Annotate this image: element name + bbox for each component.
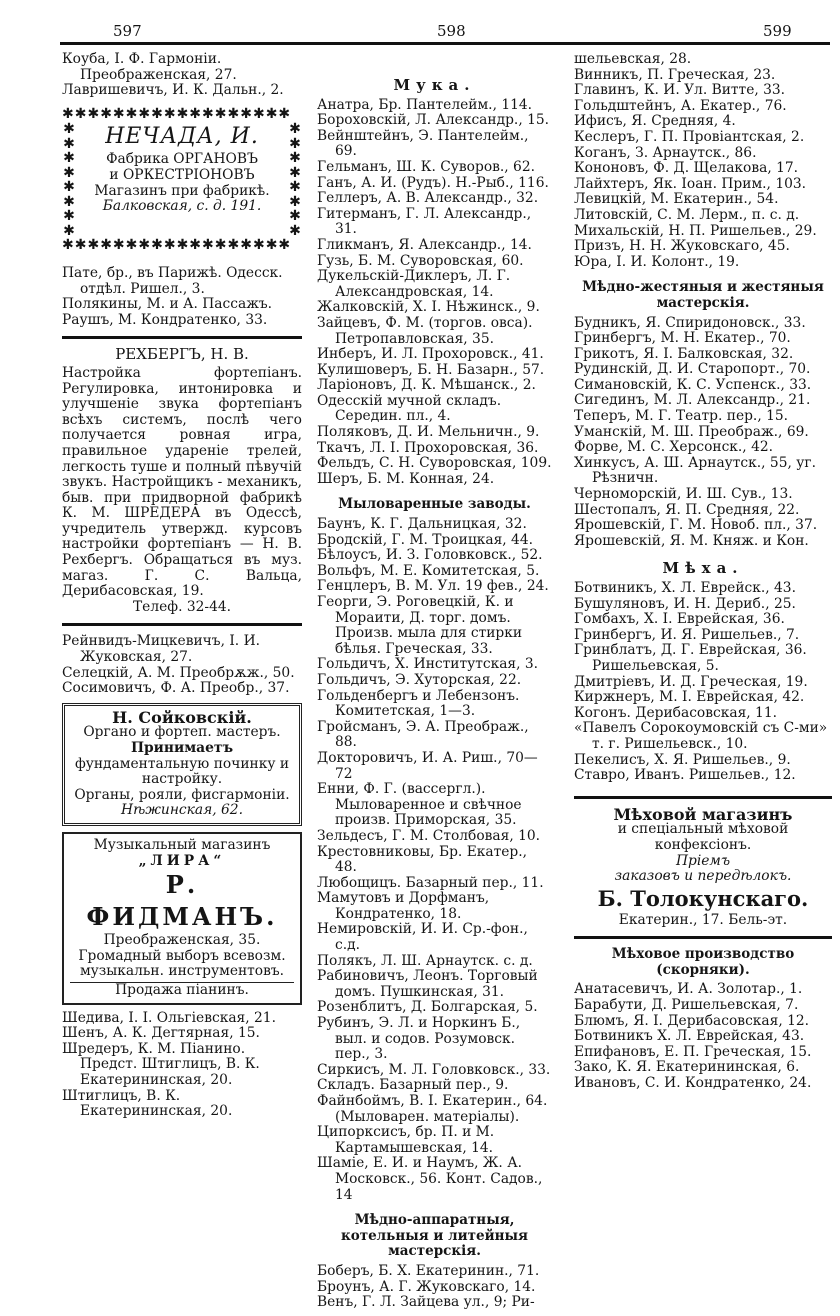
- list-item: Вольфъ, М. Е. Комитетская, 5.: [317, 562, 540, 579]
- list-item: Хинкусъ, А. Ш. Арнаутск., 55, уг. Рѣзничн.: [574, 454, 816, 487]
- list-item: Гринбергъ, М. Н. Екатер., 70.: [574, 330, 791, 347]
- list-item: «Павелъ Сорокоумовскій съ С-ми» т. г. Ришельевск., 10.: [574, 720, 828, 752]
- list-item: Зако, К. Я. Екатерининская, 6.: [574, 1059, 800, 1076]
- ad-title: НЕЧАДА, И.: [105, 124, 259, 150]
- list-item: Любощицъ. Базарный пер., 11.: [317, 874, 544, 891]
- list-item: Сосимовичъ, Ф. А. Преобр., 37.: [62, 680, 290, 697]
- list-item: Кулишоверъ, Б. Н. Базарн., 57.: [317, 361, 545, 378]
- ad-line: Музыкальный магазинъ: [93, 836, 271, 853]
- ad-line: Органо и фортеп. мастеръ.: [83, 724, 281, 741]
- list-item: Гольдштейнъ, А. Екатер., 76.: [574, 97, 787, 114]
- list-item: Уманскій, М. Ш. Преображ., 69.: [574, 423, 809, 440]
- section-heading: Мѣха.: [662, 559, 744, 578]
- page-number-left: 597: [113, 22, 142, 40]
- list-item: Призъ, Н. Н. Жуковскаго, 45.: [574, 238, 790, 255]
- list-item: Ципорксисъ, бр. П. и М. Картамышевская, 14.: [317, 1124, 495, 1156]
- list-item: Когонъ. Дерибасовская, 11.: [574, 704, 777, 721]
- list-soap: [317, 517, 552, 1203]
- section-heading: Мѣдно-жестяныя и жестяныя мастерскія.: [582, 279, 824, 311]
- list-item: Ларіоновъ, Д. К. Мѣшанск., 2.: [317, 377, 536, 394]
- list-item: Сиркисъ, М. Л. Головковск., 33.: [317, 1061, 551, 1078]
- list-item: Бороховскій, Л. Александр., 15.: [317, 112, 550, 129]
- list-item: Полякины, М. и А. Пассажъ.: [62, 296, 273, 313]
- list-item: Гринблатъ, Д. Г. Еврейская, 36. Ришельевская, 5.: [574, 642, 807, 674]
- ad-line: Пріемъ: [675, 852, 731, 869]
- list-item: Кеслеръ, Г. П. Провіантская, 2.: [574, 128, 805, 145]
- list-item: Рабиновичъ, Леонъ. Торговый домъ. Пушкинская, 31.: [317, 968, 538, 1000]
- list-item: Ганъ, А. И. (Рудъ). Н.-Рыб., 116.: [317, 174, 549, 191]
- list-item: Шамie, Е. И. и Наумъ, Ж. А. Московск., 56. Конт. Садов., 14: [317, 1155, 543, 1203]
- divider: [574, 796, 832, 799]
- list-item: Штиглицъ, В. К. Екатерининская, 20.: [62, 1087, 233, 1120]
- list-item: Дукельскій-Диклеръ, Л. Г. Александровская, 14.: [317, 268, 511, 300]
- list-item: Левицкій, М. Екатерин., 54.: [574, 191, 779, 208]
- list-item: Броунъ, А. Г. Жуковскаго, 14.: [317, 1278, 536, 1295]
- list-item: Одесскій мучной складъ. Середин. пл., 4.: [317, 392, 502, 425]
- list-muka: [317, 98, 552, 488]
- ad-line: Органы, рояли, фисгармоніи.: [74, 786, 290, 803]
- list-item: Коуба, I. Ф. Гармоніи. Преображенская, 27.: [62, 51, 237, 83]
- list-item: Рейнвидъ-Мицкевичъ, I. И. Жуковская, 27.: [62, 633, 260, 666]
- list-item: Ивановъ, С. И. Кондратенко, 24.: [574, 1075, 812, 1092]
- section-heading: Мука.: [393, 76, 476, 94]
- list-copper: [317, 1264, 552, 1311]
- list-item: Юра, I. И. Колонт., 19.: [574, 253, 740, 270]
- list-item: Рубинъ, Э. Л. и Норкинъ Б., выл. и содов. Розумовск. пер., 3.: [317, 1015, 521, 1063]
- ad-soikovsky: [62, 703, 302, 826]
- list-item: Шредеръ, К. М. Піанино. Предст. Штиглицъ, В. К. Екатерининская, 20.: [62, 1040, 260, 1088]
- list-item: Гликманъ, Я. Александр., 14.: [317, 236, 532, 253]
- list-item: Киржнеръ, М. I. Еврейская, 42.: [574, 689, 805, 706]
- list-item: Шестопалъ, Я. П. Средняя, 22.: [574, 501, 800, 518]
- list-item: Гольдичъ, Э. Хуторская, 22.: [317, 671, 522, 688]
- star-border-top: ✱✱✱✱✱✱✱✱✱✱✱✱✱✱✱✱✱✱: [62, 106, 292, 122]
- list-item: Бѣлоусъ, И. З. Головковск., 52.: [317, 547, 543, 564]
- list-item: Главинъ, К. И. Ул. Витте, 33.: [574, 82, 786, 99]
- list-item: Раушъ, М. Кондратенко, 33.: [62, 311, 268, 328]
- list-item: Складъ. Базарный пер., 9.: [317, 1077, 509, 1094]
- list-item: Теперъ, М. Г. Театр. пер., 15.: [574, 408, 789, 425]
- list-item: Епифановъ, Е. П. Греческая, 15.: [574, 1043, 812, 1060]
- list-item: Баунъ, К. Г. Дальницкая, 32.: [317, 516, 527, 533]
- list-item: Крестовниковы, Бр. Екатер., 48.: [317, 843, 528, 876]
- star-border-left: ✱ ✱ ✱ ✱ ✱ ✱ ✱ ✱: [63, 121, 75, 239]
- ad-store-name: „ЛИРА“: [138, 852, 226, 869]
- list-item: Рудинскій, Д. И. Старопорт., 70.: [574, 361, 811, 378]
- ad-phone: Телеф. 32-44.: [132, 598, 232, 615]
- list-item: Зельдесъ, Г. М. Столбовая, 10.: [317, 827, 541, 844]
- list-item: Генцлеръ, В. М. Ул. 19 фев., 24.: [317, 578, 549, 595]
- list-item: Барабути, Д. Ришельевская, 7.: [574, 997, 799, 1014]
- list-item: Геллеръ, А. В. Александр., 32.: [317, 190, 539, 207]
- column-middle: [317, 52, 552, 1311]
- list-item: Ботвиникъ Х. Л. Еврейская, 43.: [574, 1028, 805, 1045]
- ad-address: Екатерин., 17. Бель-эт.: [618, 911, 788, 928]
- list-item: Винникъ, П. Греческая, 23.: [574, 66, 776, 83]
- ad-line: Магазинъ при фабрикѣ.: [94, 182, 270, 199]
- list-item: Венъ, Г. Л. Зайцева ул., 9; Ри-: [317, 1294, 535, 1311]
- page-number-center: 598: [437, 22, 466, 40]
- list-item: Бродскій, Г. М. Троицкая, 44.: [317, 531, 533, 548]
- list-item: Гельманъ, Ш. К. Суворов., 62.: [317, 158, 535, 175]
- list-item: Черноморскій, И. Ш. Сув., 13.: [574, 486, 793, 503]
- list-item: Полякъ, Л. Ш. Арнаутск. с. д.: [317, 952, 533, 969]
- header-rule: [60, 42, 830, 45]
- list-item: Грикотъ, Я. I. Балковская, 32.: [574, 345, 794, 362]
- list-item: Ярошевскій, Г. М. Новоб. пл., 37.: [574, 517, 818, 534]
- page-number-right: 599: [763, 22, 792, 40]
- ad-title: Мѣховой магазинъ: [613, 804, 793, 824]
- list-item: Селецкій, А. М. Преобрѫж., 50.: [62, 664, 295, 681]
- list-item: Дмитріевъ, И. Д. Греческая, 19.: [574, 673, 808, 690]
- list-item: Пате, бр., въ Парижѣ. Одесск. отдѣл. Ришел., 3.: [62, 264, 283, 297]
- ad-body: Настройка фортепіанъ. Регулировка, интонировка и улучшеніе звука фортепіанъ всѣхъ системъ, послѣ чего получается ровная игра, правильное удареніе трелей, легкость туше и полный пѣвучій звукъ. Настройщикъ - механикъ, быв. при придворной фабрикѣ К. М. ШРЕДЕРА въ Одессѣ, учредитель утвержд. курсовъ настройки фортепіанъ — Н. В. Рехбергъ. Обращаться въ муз. магаз. Г. С. Вальца, Дерибасовская, 19.: [62, 364, 302, 600]
- ad-address: Преображенская, 35.: [103, 932, 261, 949]
- ad-fidman: [62, 832, 302, 1005]
- list-item: Зайцевъ, Ф. М. (торгов. овса). Петропавловская, 35.: [317, 314, 533, 347]
- ad-rehberg: [62, 347, 302, 615]
- list-item: Симановскій, К. С. Успенск., 33.: [574, 376, 812, 393]
- list-item: Файнбоймъ, В. I. Екатерин., 64. (Мыловарен. матеріалы).: [317, 1093, 548, 1125]
- list-item: Лавришевичъ, И. К. Дальн., 2.: [62, 82, 284, 99]
- list-item: Жалковскій, Х. I. Нѣжинск., 9.: [317, 299, 540, 316]
- section-heading: Мѣдно-аппаратныя, котельныя и литейныя мастерскія.: [340, 1212, 529, 1260]
- list-item: шельевская, 28.: [574, 51, 692, 67]
- list-item: Ярошевскій, Я. М. Княж. и Кон.: [574, 532, 809, 549]
- list-item: Розенблитъ, Д. Болгарская, 5.: [317, 999, 538, 1016]
- ad-name: Б. Толокунскаго.: [597, 885, 809, 911]
- ad-title: РЕХБЕРГЪ, Н. В.: [115, 345, 249, 364]
- ad-line: и спеціальный мѣховой конфексіонъ.: [617, 821, 789, 853]
- list-item: Гомбахъ, Х. I. Еврейская, 36.: [574, 611, 785, 628]
- divider: [62, 336, 302, 339]
- ad-line: и ОРКЕСТРІОНОВЪ: [109, 166, 255, 183]
- ad-line: Фабрика ОРГАНОВЪ: [106, 151, 258, 168]
- section-heading: Мыловаренные заводы.: [338, 496, 531, 513]
- list-item: Ифисъ, Я. Средняя, 4.: [574, 113, 736, 130]
- list-item: Будникъ, Я. Спиридоновск., 33.: [574, 314, 806, 331]
- list-item: Литовскій, С. М. Лерм., п. с. д.: [574, 206, 800, 223]
- list-item: Блюмъ, Я. I. Дерибасовская, 12.: [574, 1012, 810, 1029]
- list-furs: [574, 581, 832, 784]
- list-item: Фельдъ, С. Н. Суворовская, 109.: [317, 455, 552, 472]
- list-item: Енни, Ф. Г. (вассергл.). Мыловаренное и свѣчное произв. Приморская, 35.: [317, 781, 522, 829]
- list-item: Гузь, Б. М. Суворовская, 60.: [317, 252, 524, 269]
- list-item: Гройсманъ, Э. А. Преображ., 88.: [317, 718, 529, 751]
- list-item: Бушуляновъ, И. Н. Дериб., 25.: [574, 595, 796, 612]
- ad-title: Н. Сойковскій.: [112, 707, 252, 727]
- column-left: [62, 52, 302, 1120]
- list-item: Анатасевичъ, И. А. Золотар., 1.: [574, 981, 803, 998]
- ad-address: Балковская, с. д. 191.: [102, 198, 262, 215]
- list-item: Форве, М. С. Херсонск., 42.: [574, 439, 774, 456]
- list-item: Гольдичъ, Х. Институтская, 3.: [317, 656, 539, 673]
- ad-nechada: [62, 107, 302, 254]
- section-heading: Мѣховое производство (скорняки).: [611, 946, 795, 978]
- list-item: Сигединъ, М. Л. Александр., 21.: [574, 392, 811, 409]
- list-item: Георги, Э. Роговецкій, К. и Мораити, Д. торг. домъ. Произв. мыла для стирки бѣлья. Греческая, 33.: [317, 594, 523, 657]
- list-item: Боберъ, Б. Х. Екатеринин., 71.: [317, 1262, 540, 1279]
- list-continued: [574, 52, 832, 270]
- list-item: Анатра, Бр. Пантелейм., 114.: [317, 96, 533, 113]
- list-tin: [574, 316, 832, 550]
- list-item: Мамутовъ и Дорфманъ, Кондратенко, 18.: [317, 890, 490, 922]
- list-item: Пекелисъ, Х. Я. Ришельев., 9.: [574, 751, 791, 768]
- list-item: Кононовъ, Ф. Д. Щелакова, 17.: [574, 160, 799, 177]
- column-right: [574, 52, 832, 1092]
- ad-line: заказовъ и передѣлокъ.: [614, 868, 792, 885]
- ad-title: Р. ФИДМАНЪ.: [86, 870, 278, 932]
- list-item: Докторовичъ, И. А. Риш., 70—72: [317, 749, 538, 782]
- list-item: Поляковъ, Д. И. Мельничн., 9.: [317, 424, 540, 441]
- list-item: Ставро, Иванъ. Ришельев., 12.: [574, 767, 796, 784]
- ad-line: Громадный выборъ всевозм. музыкальн. инструментовъ.: [78, 947, 286, 980]
- star-border-bottom: ✱✱✱✱✱✱✱✱✱✱✱✱✱✱✱✱✱✱: [62, 238, 292, 254]
- list-item: Гринбергъ, И. Я. Ришельев., 7.: [574, 626, 800, 643]
- divider: [62, 623, 302, 626]
- list-item: Гитерманъ, Г. Л. Александр., 31.: [317, 205, 532, 238]
- divider: [574, 936, 832, 939]
- ad-tolokunsky: [574, 804, 832, 929]
- ad-line: фундаментальную починку и настройку.: [74, 755, 290, 788]
- list-item: Лайхтеръ, Як. Іоан. Прим., 103.: [574, 175, 807, 192]
- list-furprod: [574, 982, 832, 1091]
- list-item: Ботвиникъ, Х. Л. Еврейск., 43.: [574, 580, 796, 596]
- list-item: Михальскій, Н. П. Ришельев., 29.: [574, 222, 817, 239]
- list-item: Ткачъ, Л. I. Прохоровская, 36.: [317, 439, 539, 456]
- list-item: Гольденбергъ и Лебензонъ. Комитетская, 1—3.: [317, 687, 520, 720]
- star-border-right: ✱ ✱ ✱ ✱ ✱ ✱ ✱ ✱: [289, 121, 301, 239]
- list-item: Шеръ, Б. М. Конная, 24.: [317, 470, 495, 487]
- list-item: Вейнштейнъ, Э. Пантелейм., 69.: [317, 127, 529, 160]
- ad-address: Нѣжинская, 62.: [121, 802, 243, 819]
- ad-line: Продажа піанинъ.: [70, 982, 294, 999]
- ad-line: Принимаетъ: [130, 740, 234, 756]
- list-item: Шенъ, А. К. Дегтярная, 15.: [62, 1025, 260, 1042]
- list-item: Немировскій, И. И. Ср.-фон., с.д.: [317, 921, 528, 954]
- list-item: Инберъ, И. Л. Прохоровск., 41.: [317, 346, 544, 363]
- list-item: Коганъ, З. Арнаутск., 86.: [574, 144, 757, 161]
- list-item: Шедива, I. I. Ольгіевская, 21.: [62, 1009, 276, 1026]
